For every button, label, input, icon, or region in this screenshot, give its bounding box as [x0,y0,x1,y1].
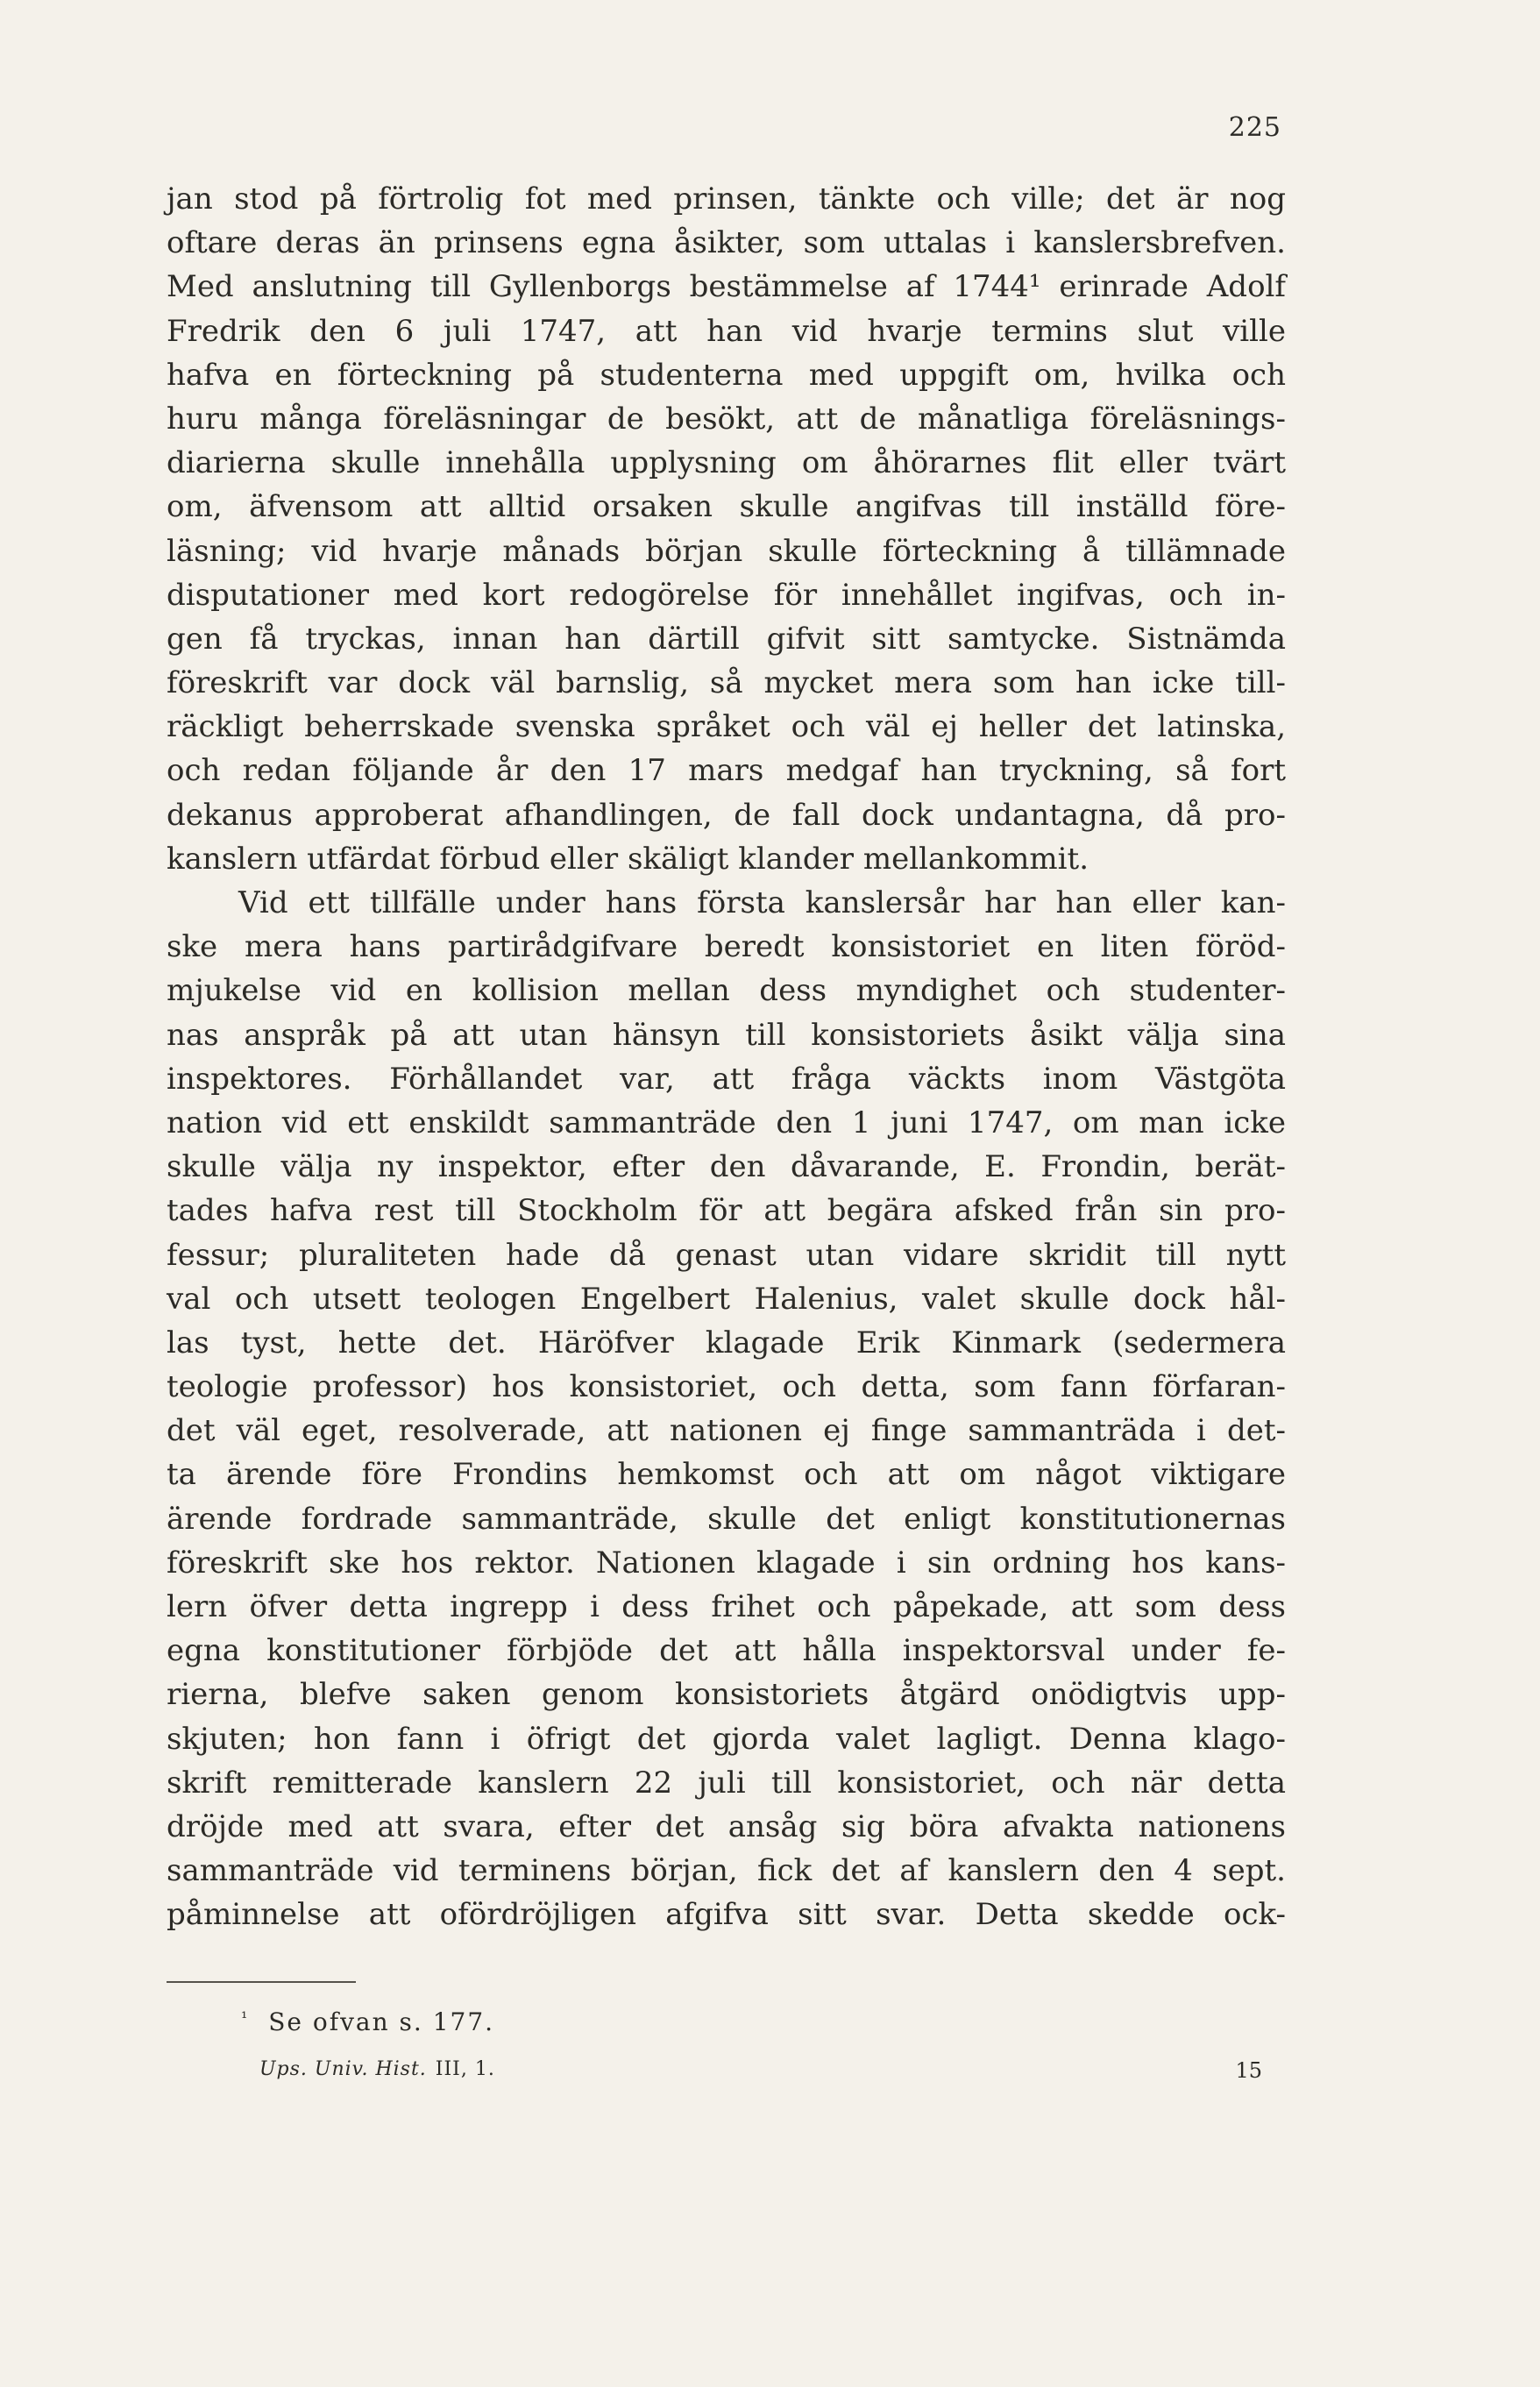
text-line: disputationer med kort redogörelse för innehållet ingifvas, och in- [167,577,1286,613]
text-line: föreskrift var dock väl barnslig, så mycket mera som han icke till- [167,665,1286,701]
text-line: ske mera hans partirådgifvare beredt konsistoriet en liten föröd- [167,929,1286,965]
signature-volume: III, 1. [435,2058,495,2080]
signature-line [259,2058,495,2080]
text-line: tades hafva rest till Stockholm för att begära afsked från sin pro- [167,1193,1286,1229]
text-line: teologie professor) hos konsistoriet, och detta, som fann förfaran- [167,1369,1286,1405]
text-line: jan stod på förtrolig fot med prinsen, tänkte och ville; det är nog [167,181,1286,217]
text-line: egna konstitutioner förbjöde det att hålla inspektorsval under fe- [167,1633,1286,1669]
text-line: hafva en förteckning på studenterna med uppgift om, hvilka och [167,357,1286,393]
text-line: föreskrift ske hos rektor. Nationen klagade i sin ordning hos kans- [167,1545,1286,1581]
signature-title: Ups. Univ. Hist. [259,2058,427,2080]
text-line: läsning; vid hvarje månads början skulle förteckning å tillämnade [167,533,1286,569]
body-text [167,177,1286,1937]
text-line: nation vid ett enskildt sammanträde den 1 juni 1747, om man icke [167,1105,1286,1140]
footnote-mark: ¹ [241,2009,250,2028]
text-line: inspektores. Förhållandet var, att fråga väckts inom Västgöta [167,1061,1286,1097]
footnote [241,2007,494,2036]
text-line: om, äfvensom att alltid orsaken skulle angifvas till inställd före- [167,489,1286,525]
text-line: räckligt beherrskade svenska språket och väl ej heller det latinska, [167,709,1286,745]
text-line: kanslern utfärdat förbud eller skäligt klander mellankommit. [167,841,1089,877]
sheet-number: 15 [1235,2058,1262,2083]
text-line: skrift remitterade kanslern 22 juli till konsistoriet, och när detta [167,1765,1286,1801]
text-line: ärende fordrade sammanträde, skulle det enligt konstitutionernas [167,1501,1286,1537]
text-line: och redan följande år den 17 mars medgaf han tryckning, så fort [167,753,1286,789]
text-line: huru många föreläsningar de besökt, att de månatliga föreläsnings- [167,401,1286,437]
text-line: nas anspråk på att utan hänsyn till konsistoriets åsikt välja sina [167,1017,1286,1053]
text-line: mjukelse vid en kollision mellan dess myndighet och studenter- [167,973,1286,1009]
text-line: skulle välja ny inspektor, efter den dåvarande, E. Frondin, berät- [167,1149,1286,1185]
text-line: ta ärende före Frondins hemkomst och att om något viktigare [167,1457,1286,1493]
page-number: 225 [1228,112,1281,143]
text-line: gen få tryckas, innan han därtill gifvit sitt samtycke. Sistnämda [167,621,1286,657]
text-line: det väl eget, resolverade, att nationen ej finge sammanträda i det- [167,1413,1286,1449]
text-line: påminnelse att ofördröjligen afgifva sitt svar. Detta skedde ock- [167,1897,1286,1933]
text-line: dröjde med att svara, efter det ansåg sig böra afvakta nationens [167,1808,1286,1844]
footnote-text: Se ofvan s. 177. [268,2007,495,2036]
text-line: fessur; pluraliteten hade då genast utan vidare skridit till nytt [167,1237,1286,1273]
text-line: sammanträde vid terminens början, fick det af kanslern den 4 sept. [167,1853,1286,1889]
text-line: lern öfver detta ingrepp i dess frihet och påpekade, att som dess [167,1589,1286,1624]
text-line: oftare deras än prinsens egna åsikter, som uttalas i kanslersbrefven. [167,225,1286,261]
footnote-divider [167,1981,356,1983]
text-line: diarierna skulle innehålla upplysning om åhörarnes flit eller tvärt [167,445,1286,481]
text-line: Vid ett tillfälle under hans första kanslersår har han eller kan- [238,885,1286,920]
text-line: val och utsett teologen Engelbert Halenius, valet skulle dock hål- [167,1281,1286,1317]
text-line: dekanus approberat afhandlingen, de fall dock undantagna, då pro- [167,797,1286,833]
text-line: Fredrik den 6 juli 1747, att han vid hvarje termins slut ville [167,313,1286,349]
text-line: skjuten; hon fann i öfrigt det gjorda valet lagligt. Denna klago- [167,1721,1286,1757]
text-line: rierna, blefve saken genom konsistoriets åtgärd onödigtvis upp- [167,1677,1286,1713]
text-line: las tyst, hette det. Häröfver klagade Erik Kinmark (sedermera [167,1325,1286,1360]
text-line: Med anslutning till Gyllenborgs bestämmelse af 1744¹ erinrade Adolf [167,269,1286,305]
